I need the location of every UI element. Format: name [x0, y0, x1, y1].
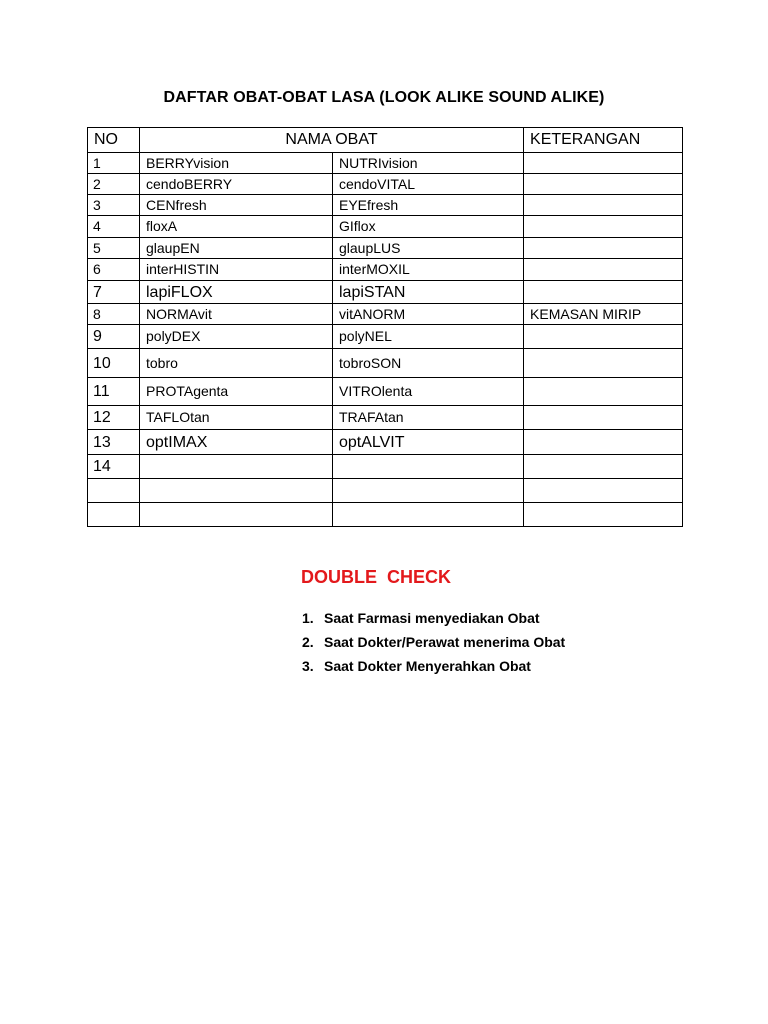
table-row: [88, 216, 683, 238]
keterangan-cell: [524, 259, 683, 281]
drug-name-b: NUTRIvision: [333, 153, 524, 174]
list-item-number: 3.: [302, 658, 314, 674]
drug-name-a: floxA: [140, 216, 333, 238]
header-keterangan: KETERANGAN: [524, 128, 683, 153]
drug-name-b: tobroSON: [333, 349, 524, 378]
row-number: 7: [88, 281, 140, 304]
page-title: DAFTAR OBAT-OBAT LASA (LOOK ALIKE SOUND ALIKE): [163, 89, 605, 106]
keterangan-cell: [524, 325, 683, 349]
table-row: [88, 430, 683, 455]
drug-name-a: cendoBERRY: [140, 174, 333, 195]
keterangan-cell: [524, 153, 683, 174]
row-number: 11: [88, 378, 140, 406]
list-item-text: Saat Dokter Menyerahkan Obat: [324, 658, 531, 674]
drug-name-b: cendoVITAL: [333, 174, 524, 195]
row-number: 5: [88, 238, 140, 259]
keterangan-cell: [524, 479, 683, 503]
table-row: [88, 174, 683, 195]
drug-name-a: PROTAgenta: [140, 378, 333, 406]
drug-name-b: vitANORM: [333, 304, 524, 325]
drug-name-a: glaupEN: [140, 238, 333, 259]
drug-name-b: lapiSTAN: [333, 281, 524, 304]
list-item-text: Saat Dokter/Perawat menerima Obat: [324, 634, 566, 650]
table-row: [88, 195, 683, 216]
table-row: [88, 304, 683, 325]
drug-name-b: [333, 479, 524, 503]
table-row: [88, 479, 683, 503]
drug-name-a: tobro: [140, 349, 333, 378]
drug-name-b: VITROlenta: [333, 378, 524, 406]
keterangan-cell: [524, 503, 683, 527]
drug-name-b: TRAFAtan: [333, 406, 524, 430]
header-nama-obat: NAMA OBAT: [140, 128, 524, 153]
table-row: [88, 281, 683, 304]
drug-name-a: NORMAvit: [140, 304, 333, 325]
keterangan-cell: KEMASAN MIRIP: [524, 304, 683, 325]
list-item-number: 1.: [302, 610, 314, 626]
drug-name-a: optIMAX: [140, 430, 333, 455]
table-row: [88, 378, 683, 406]
drug-name-b: GIflox: [333, 216, 524, 238]
list-item: [302, 658, 565, 682]
row-number: [88, 479, 140, 503]
keterangan-cell: [524, 430, 683, 455]
row-number: 3: [88, 195, 140, 216]
drug-name-a: [140, 455, 333, 479]
row-number: 4: [88, 216, 140, 238]
drug-name-a: TAFLOtan: [140, 406, 333, 430]
keterangan-cell: [524, 378, 683, 406]
drug-name-b: interMOXIL: [333, 259, 524, 281]
drug-name-a: BERRYvision: [140, 153, 333, 174]
row-number: 8: [88, 304, 140, 325]
table-row: [88, 349, 683, 378]
table-row: [88, 259, 683, 281]
drug-name-a: interHISTIN: [140, 259, 333, 281]
drug-name-b: polyNEL: [333, 325, 524, 349]
row-number: 13: [88, 430, 140, 455]
row-number: [88, 503, 140, 527]
row-number: 10: [88, 349, 140, 378]
drug-name-a: [140, 479, 333, 503]
lasa-drug-table: [87, 127, 683, 527]
table-row: [88, 503, 683, 527]
keterangan-cell: [524, 174, 683, 195]
keterangan-cell: [524, 349, 683, 378]
keterangan-cell: [524, 406, 683, 430]
double-check-heading: DOUBLE CHECK: [301, 567, 452, 587]
table-row: [88, 238, 683, 259]
drug-name-a: polyDEX: [140, 325, 333, 349]
keterangan-cell: [524, 281, 683, 304]
row-number: 6: [88, 259, 140, 281]
table-row: [88, 325, 683, 349]
keterangan-cell: [524, 216, 683, 238]
row-number: 12: [88, 406, 140, 430]
drug-name-b: [333, 455, 524, 479]
double-check-list: [302, 610, 565, 682]
list-item-text: Saat Farmasi menyediakan Obat: [324, 610, 540, 626]
keterangan-cell: [524, 455, 683, 479]
table-row: [88, 406, 683, 430]
table-row: [88, 153, 683, 174]
drug-name-b: glaupLUS: [333, 238, 524, 259]
row-number: 14: [88, 455, 140, 479]
row-number: 9: [88, 325, 140, 349]
keterangan-cell: [524, 195, 683, 216]
list-item: [302, 610, 565, 634]
table-header-row: [88, 128, 683, 153]
drug-name-b: EYEfresh: [333, 195, 524, 216]
drug-name-b: [333, 503, 524, 527]
row-number: 1: [88, 153, 140, 174]
header-no: NO: [88, 128, 140, 153]
drug-name-a: CENfresh: [140, 195, 333, 216]
row-number: 2: [88, 174, 140, 195]
table-row: [88, 455, 683, 479]
drug-name-b: optALVIT: [333, 430, 524, 455]
list-item: [302, 634, 565, 658]
keterangan-cell: [524, 238, 683, 259]
list-item-number: 2.: [302, 634, 314, 650]
drug-name-a: [140, 503, 333, 527]
drug-name-a: lapiFLOX: [140, 281, 333, 304]
